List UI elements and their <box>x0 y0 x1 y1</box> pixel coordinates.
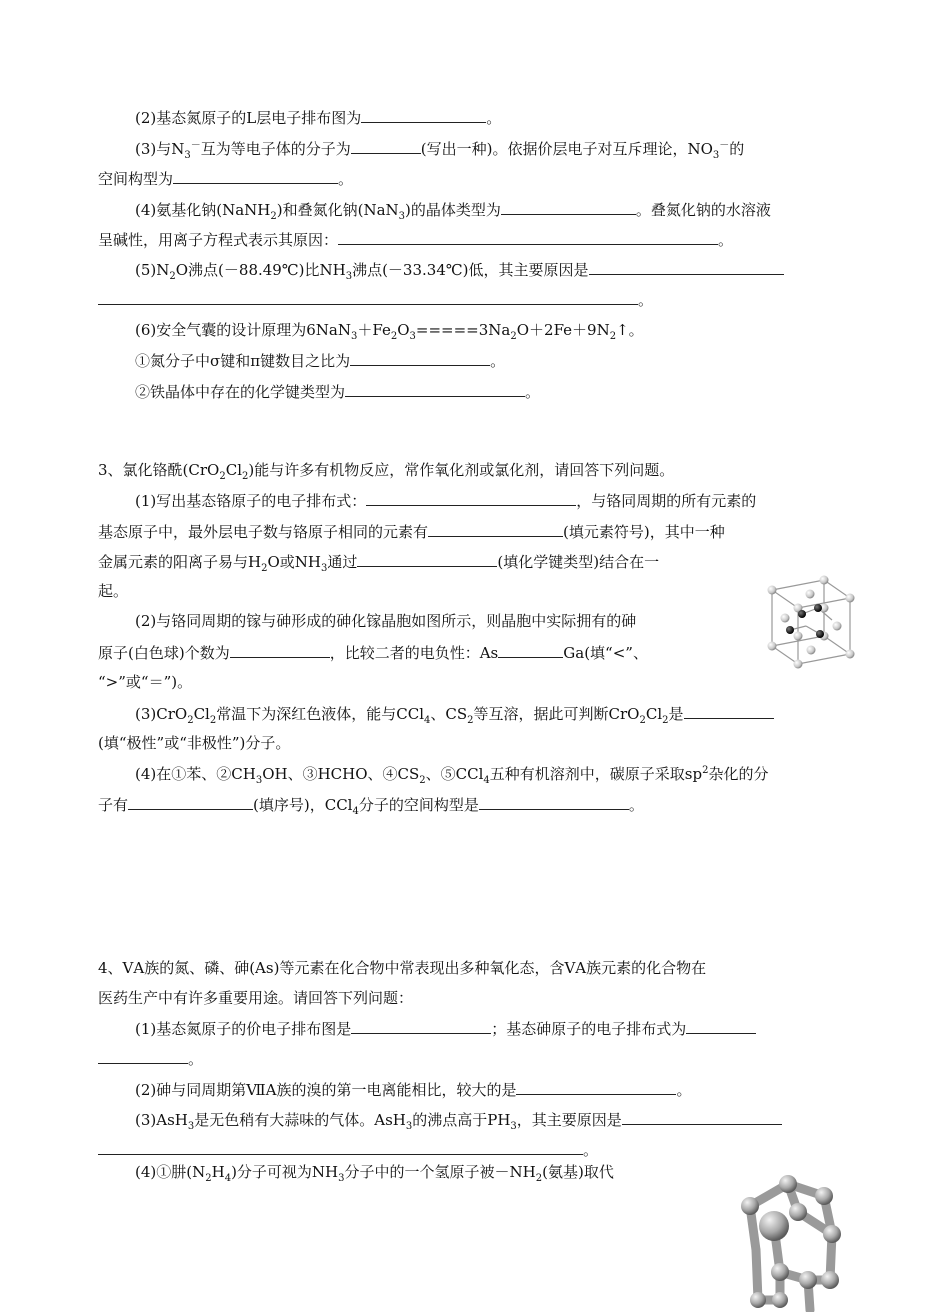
text-run: (填“极性”或“非极性”)分子。 <box>98 734 291 752</box>
answer-blank[interactable] <box>516 1079 676 1095</box>
s4-q2-line <box>135 1079 691 1100</box>
text-run: Cl <box>225 461 242 479</box>
text-run: 是 <box>668 705 684 723</box>
text-run: (2)与铬同周期的镓与砷形成的砷化镓晶胞如图所示，则晶胞中实际拥有的砷 <box>135 612 637 630</box>
text-run: 2 <box>639 715 646 726</box>
text-run: (3)CrO <box>135 705 188 723</box>
s2-q5-line2 <box>98 289 653 310</box>
text-run: 沸点(－33.34℃)低，其主要原因是 <box>352 261 589 279</box>
text-run: 五种有机溶剂中，碳原子采取sp <box>489 765 703 783</box>
text-run: 金属元素的阳离子易与H <box>98 553 262 571</box>
text-run: O或NH <box>267 553 321 571</box>
text-run: 。叠氮化钠的水溶液 <box>635 201 771 219</box>
text-run: 2 <box>419 775 426 786</box>
text-run: 2 <box>242 471 249 482</box>
text-run: 2 <box>270 211 277 222</box>
text-run: H <box>211 1163 225 1181</box>
answer-blank[interactable] <box>351 1018 491 1034</box>
text-run: (氨基)取代 <box>542 1163 614 1181</box>
arsenic-atoms <box>768 576 855 669</box>
answer-blank[interactable] <box>230 642 330 658</box>
text-run: 4 <box>224 1173 232 1184</box>
text-run: ＋Fe <box>357 321 391 339</box>
text-run: Cl <box>193 705 210 723</box>
text-run: 4、ⅤA族的氮、磷、砷(As)等元素在化合物中常表现出多种氧化态，含ⅤA族元素的化合物在 <box>98 959 707 977</box>
s4-q1-line <box>135 1018 756 1039</box>
text-run: 2 <box>535 1173 543 1184</box>
text-run: 4 <box>483 775 490 786</box>
answer-blank[interactable] <box>345 381 525 397</box>
text-run: 3 <box>712 150 720 161</box>
s3-q1-line <box>135 490 756 511</box>
text-run: 2 <box>219 471 226 482</box>
gallium-atoms <box>786 604 824 638</box>
s3-q2-line3 <box>98 672 192 692</box>
text-run: ，其主要原因是 <box>516 1111 622 1129</box>
text-run: 、⑤CCl <box>425 765 484 783</box>
text-run: 呈碱性，用离子方程式表示其原因： <box>98 231 339 249</box>
text-run: － <box>190 140 201 151</box>
text-run: 2 <box>609 331 617 342</box>
text-run: ；基态砷原子的电子排布式为 <box>491 1020 687 1038</box>
text-run: O沸点(－88.49℃)比NH <box>175 261 346 279</box>
gaas-crystal-cell-figure <box>760 568 858 673</box>
text-run: 2 <box>209 715 217 726</box>
s3-q4-line <box>135 764 768 784</box>
text-run: (填序号)，CCl <box>253 796 353 814</box>
text-run: 3 <box>351 331 358 342</box>
s3-q1-line4 <box>98 581 128 601</box>
text-run: 3 <box>405 1121 413 1132</box>
s2-q6-1-line <box>135 350 505 371</box>
answer-blank[interactable] <box>686 1018 756 1034</box>
text-run: 2 <box>467 715 474 726</box>
text-run: )的晶体类型为 <box>405 201 501 219</box>
answer-blank[interactable] <box>622 1109 782 1125</box>
text-run: 。 <box>490 352 506 370</box>
text-run: 子有 <box>98 796 129 814</box>
text-run: (填化学键类型)结合在一 <box>497 553 660 571</box>
answer-blank[interactable] <box>589 259 784 275</box>
text-run: (2)砷与同周期第ⅦA族的溴的第一电离能相比，较大的是 <box>135 1081 517 1099</box>
text-run: “>”或“＝”)。 <box>98 673 193 691</box>
text-run: 3 <box>320 563 328 574</box>
s4-q3-line <box>135 1109 782 1130</box>
text-run: (3)与N <box>135 140 185 158</box>
text-run: (填元素符号)，其中一种 <box>563 523 725 541</box>
s2-q4-line <box>135 199 771 220</box>
s2-q6-line <box>135 320 644 340</box>
text-run: 。 <box>628 796 644 814</box>
text-run: － <box>719 140 730 151</box>
text-run: 4 <box>352 806 359 817</box>
text-run: O＋2Fe＋9N <box>516 321 610 339</box>
answer-blank[interactable] <box>351 138 421 154</box>
text-run: 3、氯化铬酰(CrO <box>98 461 220 479</box>
s2-q5-line <box>135 259 784 280</box>
text-run: (4)氨基化钠(NaNH <box>135 201 271 219</box>
text-run: 3 <box>409 331 416 342</box>
s2-q3-line <box>135 138 744 159</box>
text-run: (6)安全气囊的设计原理为6NaN <box>135 321 351 339</box>
text-run: 2 <box>702 765 709 776</box>
s4-q1-line2 <box>98 1048 203 1069</box>
text-run: Ga(填“<”、 <box>563 644 648 662</box>
text-run: (4)①肼(N <box>135 1163 206 1181</box>
s2-q2-line <box>135 107 501 128</box>
s2-q4-line2 <box>98 229 733 250</box>
text-run: ，比较二者的电负性：As <box>329 644 499 662</box>
s3-q4-line2 <box>98 794 644 815</box>
text-run: 互为等电子体的分子为 <box>200 140 351 158</box>
text-run: 的沸点高于PH <box>412 1111 511 1129</box>
text-run: 常温下为深红色液体，能与CCl <box>216 705 424 723</box>
s4-q3-line2 <box>98 1139 598 1160</box>
text-run: (4)在①苯、②CH <box>135 765 256 783</box>
text-run: Cl <box>645 705 663 723</box>
text-run: 杂化的分 <box>708 765 769 783</box>
answer-blank[interactable] <box>98 1139 583 1155</box>
s3-q1-line2 <box>98 521 725 542</box>
answer-blank[interactable] <box>338 229 718 245</box>
text-run: )能与许多有机物反应，常作氧化剂或氯化剂，请回答下列问题。 <box>248 461 675 479</box>
answer-blank[interactable] <box>98 289 638 305</box>
s3-q2-line2 <box>98 642 648 663</box>
text-run: ②铁晶体中存在的化学键类型为 <box>135 383 346 401</box>
text-run: 等互溶，据此可判断CrO <box>473 705 640 723</box>
text-run: 。 <box>583 1141 599 1159</box>
s3-q2-line <box>135 611 636 631</box>
text-run: (5)N <box>135 261 170 279</box>
s3-q3-line2 <box>98 733 290 753</box>
molecular-cage-model-figure <box>728 1172 858 1312</box>
text-run: (3)AsH <box>135 1111 188 1129</box>
answer-blank[interactable] <box>366 490 576 506</box>
text-run: 分子中的一个氢原子被－NH <box>344 1163 536 1181</box>
text-run: 4 <box>424 715 431 726</box>
s3-q1-line3 <box>98 551 659 572</box>
text-run: 。 <box>718 231 734 249</box>
text-run: 2 <box>169 271 176 282</box>
text-run: 2 <box>261 563 268 574</box>
text-run: 。 <box>188 1050 204 1068</box>
text-run: 的 <box>729 140 745 158</box>
text-run: (1)写出基态铬原子的电子排布式： <box>135 492 367 510</box>
s2-q6-2-line <box>135 381 540 402</box>
text-run: 3 <box>338 1173 345 1184</box>
text-run: 起。 <box>98 582 129 600</box>
text-run: (2)基态氮原子的L层电子排布图为 <box>135 109 362 127</box>
text-run: 医药生产中有许多重要用途。请回答下列问题： <box>98 989 414 1007</box>
s2-q3-line2 <box>98 168 353 189</box>
answer-blank[interactable] <box>498 642 563 658</box>
text-run: 2 <box>510 331 517 342</box>
text-run: 3 <box>187 1121 195 1132</box>
text-run: OH、③HCHO、④CS <box>262 765 420 783</box>
text-run: 。 <box>638 291 654 309</box>
s3-q3-line <box>135 703 774 724</box>
text-run: (写出一种)。依据价层电子对互斥理论，NO <box>420 140 713 158</box>
text-run: 空间构型为 <box>98 170 174 188</box>
answer-blank[interactable] <box>357 551 497 567</box>
text-run: 3 <box>184 150 191 161</box>
s3-intro-line <box>98 460 674 480</box>
text-run: 原子(白色球)个数为 <box>98 644 230 662</box>
text-run: 。 <box>525 383 541 401</box>
text-run: 通过 <box>327 553 358 571</box>
text-run: 2 <box>662 715 669 726</box>
answer-blank[interactable] <box>361 107 486 123</box>
text-run: ，与铬同周期的所有元素的 <box>576 492 757 510</box>
text-run: 2 <box>187 715 194 726</box>
text-run: )分子可视为NH <box>231 1163 339 1181</box>
answer-blank[interactable] <box>684 703 774 719</box>
s4-intro-line <box>98 958 706 978</box>
answer-blank[interactable] <box>350 350 490 366</box>
answer-blank[interactable] <box>479 794 629 810</box>
text-run: ①氮分子中σ键和π键数目之比为 <box>135 352 351 370</box>
answer-blank[interactable] <box>98 1048 188 1064</box>
answer-blank[interactable] <box>173 168 338 184</box>
text-run: (1)基态氮原子的价电子排布图是 <box>135 1020 352 1038</box>
text-run: 、CS <box>430 705 468 723</box>
text-run: 分子的空间构型是 <box>358 796 479 814</box>
text-run: =====3Na <box>415 321 511 339</box>
text-run: 2 <box>205 1173 212 1184</box>
s4-intro-line2 <box>98 988 413 1008</box>
answer-blank[interactable] <box>128 794 253 810</box>
text-run: 。 <box>486 109 502 127</box>
text-run: 3 <box>510 1121 517 1132</box>
answer-blank[interactable] <box>501 199 636 215</box>
text-run: 基态原子中，最外层电子数与铬原子相同的元素有 <box>98 523 429 541</box>
text-run: 2 <box>390 331 398 342</box>
text-run: 3 <box>345 271 353 282</box>
text-run: )和叠氮化钠(NaN <box>276 201 399 219</box>
text-run: 3 <box>255 775 263 786</box>
text-run: O <box>397 321 410 339</box>
text-run: ↑。 <box>616 321 644 339</box>
answer-blank[interactable] <box>428 521 563 537</box>
text-run: 。 <box>676 1081 692 1099</box>
text-run: 是无色稍有大蒜味的气体。AsH <box>194 1111 406 1129</box>
text-run: 3 <box>398 211 406 222</box>
text-run: 。 <box>338 170 354 188</box>
s4-q4-line <box>135 1162 614 1182</box>
